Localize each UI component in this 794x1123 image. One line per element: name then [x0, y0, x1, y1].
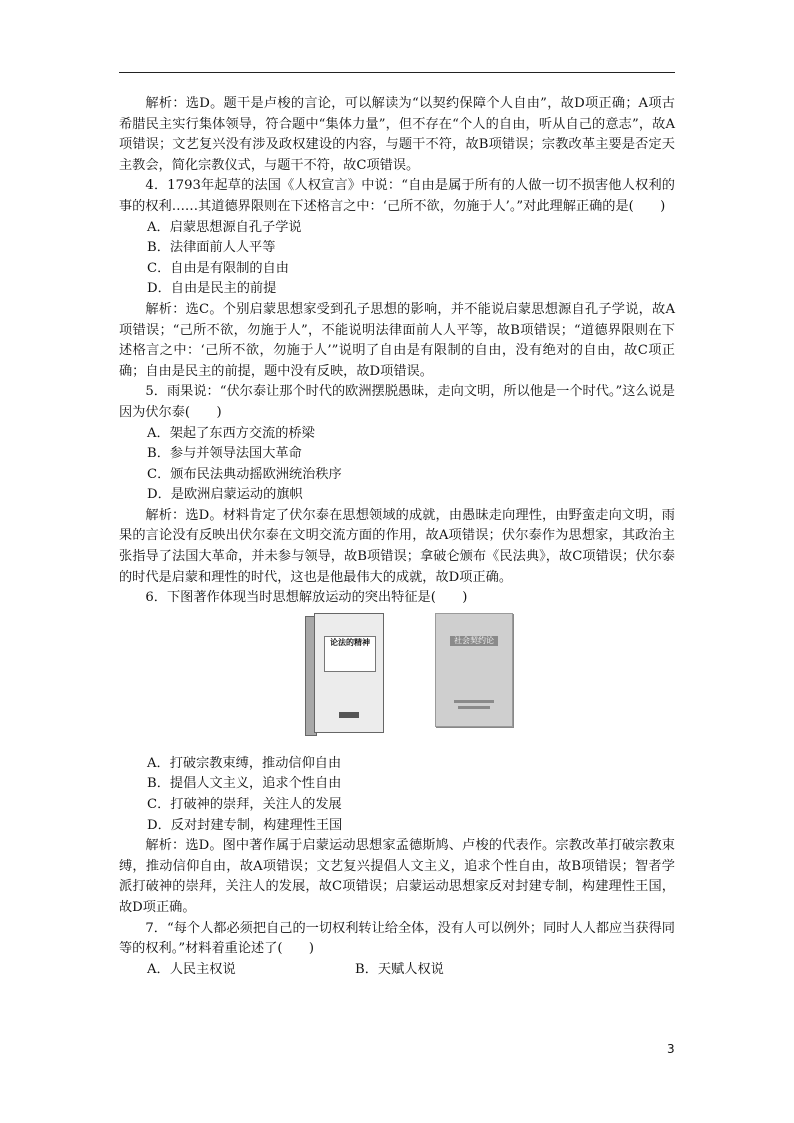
header-rule	[119, 72, 675, 73]
book2-footer-line	[454, 700, 494, 703]
q5-option-a: A．架起了东西方交流的桥梁	[147, 425, 315, 441]
q4-option-b: B．法律面前人人平等	[147, 240, 276, 256]
answer-6-analysis: 解析：选D。图中著作属于启蒙运动思想家孟德斯鸠、卢梭的代表作。宗教改革打破宗教束缚，推动信仰自由，故A项错误；文艺复兴提倡人文主义，追求个性自由，故B项错误；智者学派打破神的崇拜，关注人的发展，故C项错误；启蒙运动思想家反对封建专制，构建理性王国，故D项正确。	[119, 838, 675, 915]
q5-option-c: C．颁布民法典动摇欧洲统治秩序	[147, 466, 342, 482]
book1-title: 论法的精神	[330, 636, 370, 647]
publisher-mark	[339, 712, 359, 718]
q7-option-a: A．人民主权说	[147, 961, 236, 977]
question-4: 4．1793年起草的法国《人权宣言》中说：“自由是属于所有的人做一切不损害他人权利的事的权利……其道德界限则在下述格言之中：‘己所不欲，勿施于人’。”对此理解正确的是( )	[119, 178, 675, 214]
q6-option-c: C．打破神的崇拜，关注人的发展	[147, 797, 342, 813]
page-body	[119, 94, 675, 980]
q5-option-b: B．参与并领导法国大革命	[147, 446, 302, 462]
answer-4-analysis: 解析：选C。个别启蒙思想家受到孔子思想的影响，并不能说启蒙思想源自孔子学说，故A项错误；“己所不欲，勿施于人”，不能说明法律面前人人平等，故B项错误；“道德界限则在下述格言之中：‘己所不欲，勿施于人’”说明了自由是有限制的自由，没有绝对的自由，故C项正确；自由是民主的前提，题中没有反映，故D项错误。	[119, 301, 675, 379]
book2-title: 社会契约论	[450, 636, 498, 646]
book-title-label	[324, 636, 376, 672]
page-number: 3	[667, 1042, 675, 1056]
q6-option-d: D．反对封建专制，构建理性王国	[147, 817, 343, 833]
q6-option-a: A．打破宗教束缚，推动信仰自由	[147, 755, 342, 771]
question-6: 6．下图著作体现当时思想解放运动的突出特征是( )	[145, 590, 468, 606]
answer-3-analysis: 解析：选D。题干是卢梭的言论，可以解读为“以契约保障个人自由”，故D项正确；A项古希腊民主实行集体领导，符合题中“集体力量”，但不存在“个人的自由，听从自己的意志”，故A项错误；文艺复兴没有涉及政权建设的内容，与题干不符，故B项错误；宗教改革主要是否定天主教会，简化宗教仪式，与题干不符，故C项错误。	[119, 96, 675, 173]
q4-option-c: C．自由是有限制的自由	[147, 260, 289, 276]
q7-option-b: B．天赋人权说	[355, 961, 444, 977]
book-figure	[119, 613, 675, 750]
q4-option-a: A．启蒙思想源自孔子学说	[147, 219, 302, 235]
book2-footer-line	[458, 706, 490, 709]
answer-5-analysis: 解析：选D。材料肯定了伏尔泰在思想领域的成就，由愚昧走向理性，由野蛮走向文明，雨果的言论没有反映出伏尔泰在文明交流方面的作用，故A项错误；伏尔泰作为思想家，其政治主张指导了法国大革命，并未参与领导，故B项错误；拿破仑颁布《民法典》，故C项错误；伏尔泰的时代是启蒙和理性的时代，这也是他最伟大的成就，故D项正确。	[119, 507, 675, 585]
q6-option-b: B．提倡人文主义，追求个性自由	[147, 776, 342, 792]
q4-option-d: D．自由是民主的前提	[147, 281, 277, 297]
book-social-contract	[435, 613, 513, 727]
q5-option-d: D．是欧洲启蒙运动的旗帜	[147, 487, 303, 503]
question-5: 5．雨果说：“伏尔泰让那个时代的欧洲摆脱愚昧，走向文明，所以他是一个时代。”这么说是因为伏尔泰( )	[119, 384, 675, 420]
book-spirit-of-laws	[314, 613, 384, 733]
book-cover	[314, 613, 384, 733]
q7-options	[119, 960, 675, 981]
question-7: 7．“每个人都必须把自己的一切权利转让给全体，没有人可以例外；同时人人都应当获得同等的权利。”材料着重论述了( )	[119, 920, 675, 957]
